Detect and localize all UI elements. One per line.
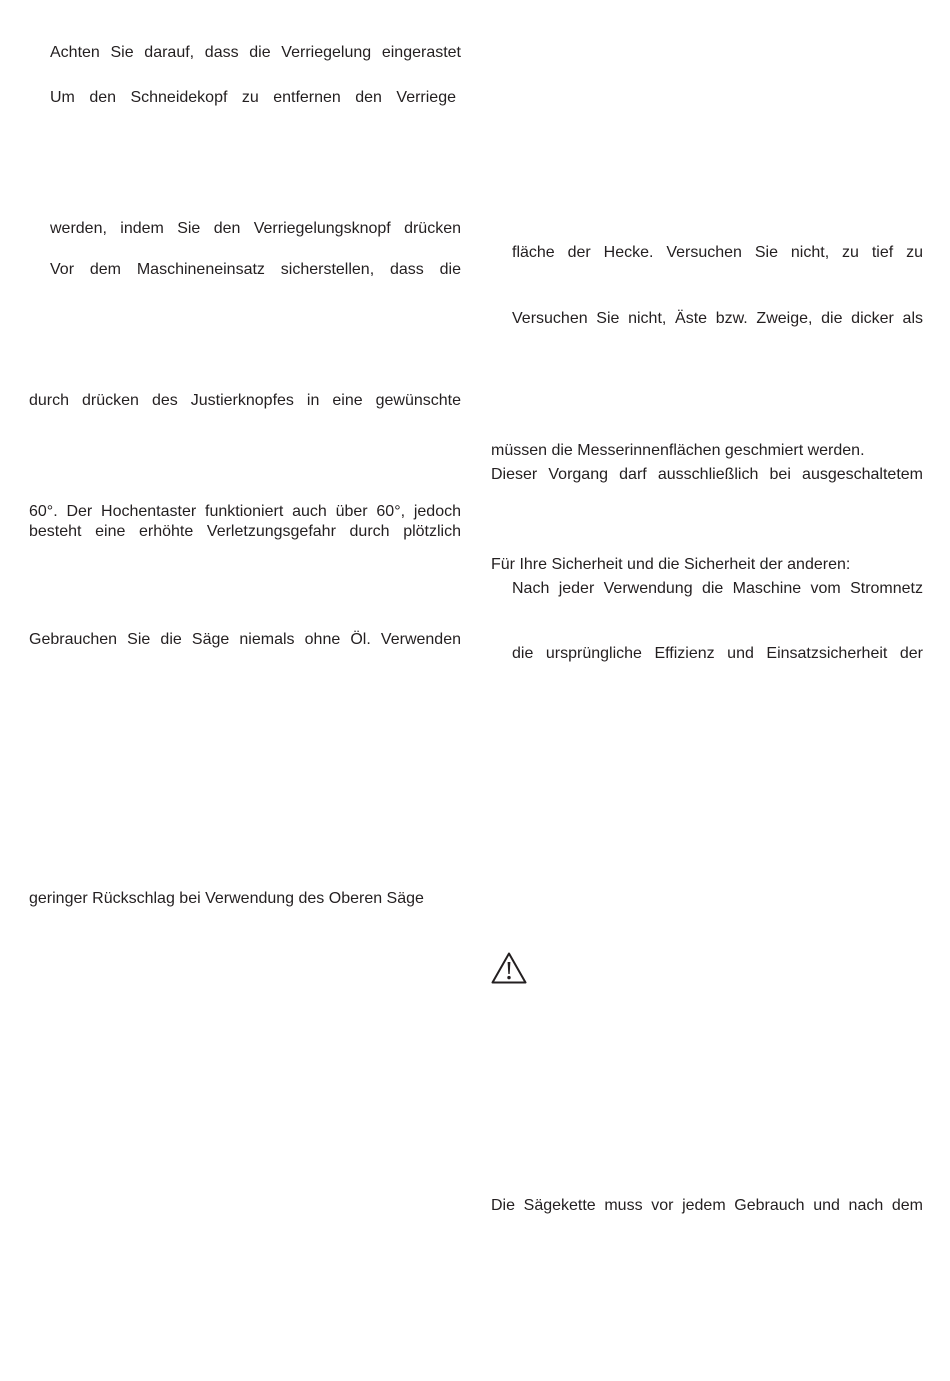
text-line: Versuchen Sie nicht, Äste bzw. Zweige, die dicker als <box>512 310 923 327</box>
text-line: Die Sägekette muss vor jedem Gebrauch und nach dem <box>491 1197 923 1214</box>
text-line: fläche der Hecke. Versuchen Sie nicht, zu tief zu <box>512 244 923 261</box>
text-line: durch drücken des Justierknopfes in eine gewünschte <box>29 392 461 409</box>
text-line: Vor dem Maschineneinsatz sicherstellen, dass die <box>50 261 461 278</box>
text-line: Um den Schneidekopf zu entfernen den Verriege <box>50 89 456 106</box>
text-line: müssen die Messerinnenflächen geschmiert werden. <box>491 442 865 459</box>
text-line: besteht eine erhöhte Verletzungsgefahr durch plötzlich <box>29 523 461 540</box>
text-line: geringer Rückschlag bei Verwendung des Oberen Säge <box>29 890 424 907</box>
text-line: Gebrauchen Sie die Säge niemals ohne Öl. Verwenden <box>29 631 461 648</box>
text-line: 60°. Der Hochentaster funktioniert auch über 60°, jedoch <box>29 503 461 520</box>
text-line: die ursprüngliche Effizienz und Einsatzsicherheit der <box>512 645 923 662</box>
text-line: Für Ihre Sicherheit und die Sicherheit der anderen: <box>491 556 851 573</box>
text-line: Dieser Vorgang darf ausschließlich bei ausgeschaltetem <box>491 466 923 483</box>
text-line: werden, indem Sie den Verriegelungsknopf drücken <box>50 220 461 237</box>
text-line: Achten Sie darauf, dass die Verriegelung eingerastet <box>50 44 461 61</box>
warning-triangle-icon <box>490 951 528 985</box>
text-line: Nach jeder Verwendung die Maschine vom Stromnetz <box>512 580 923 597</box>
